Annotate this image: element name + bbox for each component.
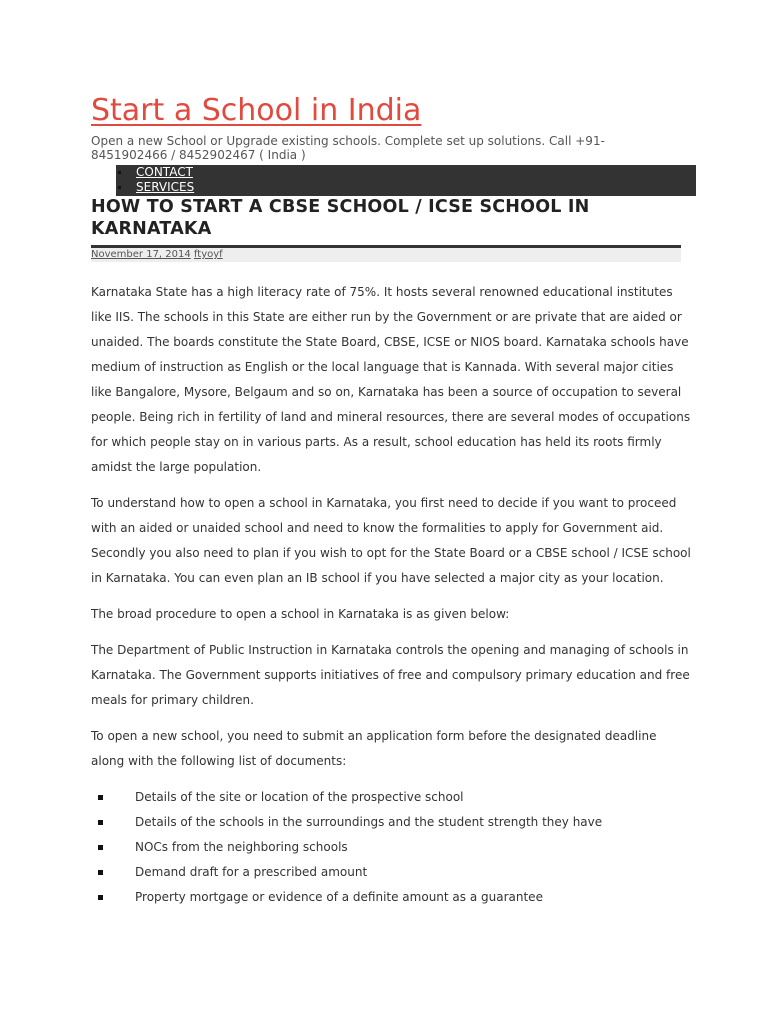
- post-content: [91, 280, 691, 910]
- nav-link-services[interactable]: SERVICES: [136, 180, 195, 194]
- post-paragraph: The broad procedure to open a school in Karnataka is as given below:: [91, 607, 510, 621]
- list-item: [91, 885, 691, 910]
- square-bullet-icon: [98, 820, 103, 825]
- post-paragraph: The Department of Public Instruction in Karnataka controls the opening and managing of schools in Karnataka. The Government supports initiatives of free and compulsory primary education and free meals for primary children.: [91, 643, 690, 707]
- list-item: [91, 785, 691, 810]
- post-paragraph: To open a new school, you need to submit an application form before the designated deadline along with the following list of documents:: [91, 729, 657, 768]
- square-bullet-icon: [98, 795, 103, 800]
- nav-link-contact[interactable]: CONTACT: [136, 165, 193, 179]
- site-tagline: Open a new School or Upgrade existing schools. Complete set up solutions. Call +91- 8451902466 / 8452902467 ( India ): [91, 134, 605, 162]
- list-item: [91, 835, 691, 860]
- nav-bullet-icon: [118, 186, 121, 189]
- post-paragraph: Karnataka State has a high literacy rate of 75%. It hosts several renowned educational institutes like IIS. The schools in this State are either run by the Government or are private that are aided or unaided. The boards constitute the State Board, CBSE, ICSE or NIOS board. Karnataka schools have medium of instruction as English or the local language that is Kannada. With several major cities like Bangalore, Mysore, Belgaum and so on, Karnataka has been a source of occupation to several people. Being rich in fertility of land and mineral resources, there are several modes of occupations for which people stay on in various parts. As a result, school education has held its roots firmly amidst the large population.: [91, 285, 691, 474]
- list-item-text: Property mortgage or evidence of a definite amount as a guarantee: [135, 890, 543, 904]
- list-item-text: Details of the schools in the surroundings and the student strength they have: [135, 815, 603, 829]
- post-title: HOW TO START A CBSE SCHOOL / ICSE SCHOOL IN KARNATAKA: [91, 197, 590, 239]
- list-item: [91, 810, 691, 835]
- main-navigation: [116, 165, 696, 196]
- list-item: [91, 860, 691, 885]
- post-date-link[interactable]: November 17, 2014: [91, 249, 191, 260]
- post-meta: [91, 248, 681, 262]
- post-paragraph: To understand how to open a school in Karnataka, you first need to decide if you want to proceed with an aided or unaided school and need to know the formalities to apply for Government aid. Secondly you also need to plan if you wish to opt for the State Board or a CBSE school / ICSE school in Karnataka. You can even plan an IB school if you have selected a major city as your location.: [91, 496, 691, 585]
- documents-list: [91, 785, 691, 910]
- list-item-text: NOCs from the neighboring schools: [135, 840, 348, 854]
- square-bullet-icon: [98, 895, 103, 900]
- list-item-text: Demand draft for a prescribed amount: [135, 865, 368, 879]
- square-bullet-icon: [98, 845, 103, 850]
- list-item-text: Details of the site or location of the prospective school: [135, 790, 464, 804]
- nav-item-services: [116, 180, 696, 195]
- site-title-link[interactable]: Start a School in India: [91, 93, 422, 128]
- square-bullet-icon: [98, 870, 103, 875]
- post-author-link[interactable]: ftyoyf: [193, 249, 223, 260]
- nav-item-contact: [116, 165, 696, 180]
- nav-bullet-icon: [118, 171, 121, 174]
